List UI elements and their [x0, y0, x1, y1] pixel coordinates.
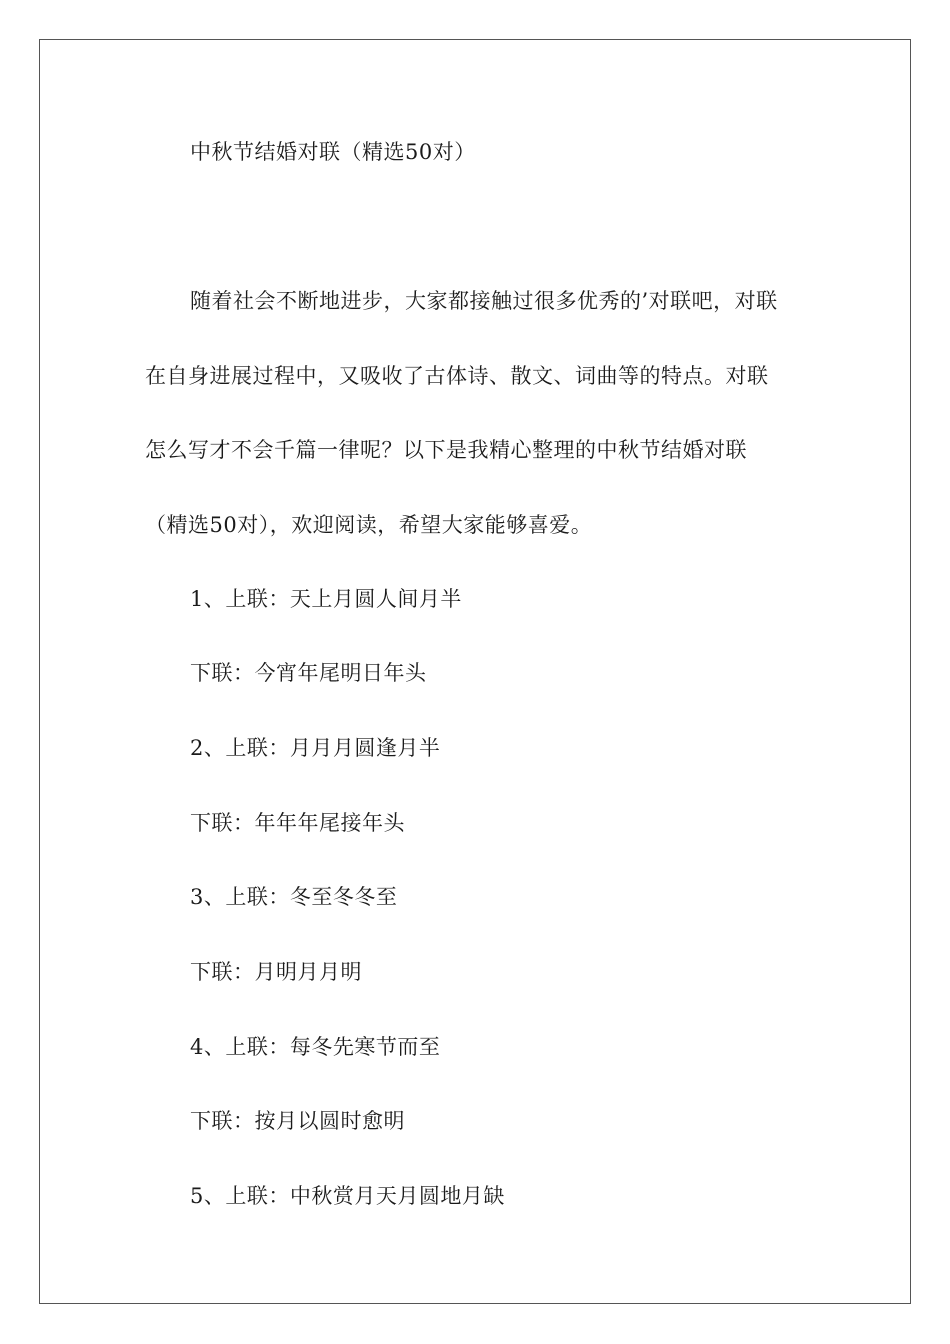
couplet-4-upper: 4、上联：每冬先寒节而至: [190, 1035, 441, 1059]
intro-line-4: （精选50对），欢迎阅读，希望大家能够喜爱。: [145, 513, 593, 537]
couplet-1-upper: 1、上联：天上月圆人间月半: [190, 587, 462, 611]
intro-line-1: 随着社会不断地进步，大家都接触过很多优秀的’对联吧，对联: [190, 289, 778, 313]
page-border: [39, 39, 911, 1304]
couplet-5-upper: 5、上联：中秋赏月天月圆地月缺: [190, 1184, 505, 1208]
document-title: 中秋节结婚对联（精选50对）: [190, 140, 476, 164]
intro-line-2: 在自身进展过程中，又吸收了古体诗、散文、词曲等的特点。对联: [145, 364, 769, 388]
couplet-2-lower: 下联：年年年尾接年头: [190, 811, 405, 835]
couplet-4-lower: 下联：按月以圆时愈明: [190, 1109, 405, 1133]
intro-line-3: 怎么写才不会千篇一律呢？以下是我精心整理的中秋节结婚对联: [145, 438, 747, 462]
couplet-3-upper: 3、上联：冬至冬冬至: [190, 885, 398, 909]
couplet-2-upper: 2、上联：月月月圆逢月半: [190, 736, 441, 760]
couplet-1-lower: 下联：今宵年尾明日年头: [190, 661, 427, 685]
couplet-3-lower: 下联：月明月月明: [190, 960, 362, 984]
